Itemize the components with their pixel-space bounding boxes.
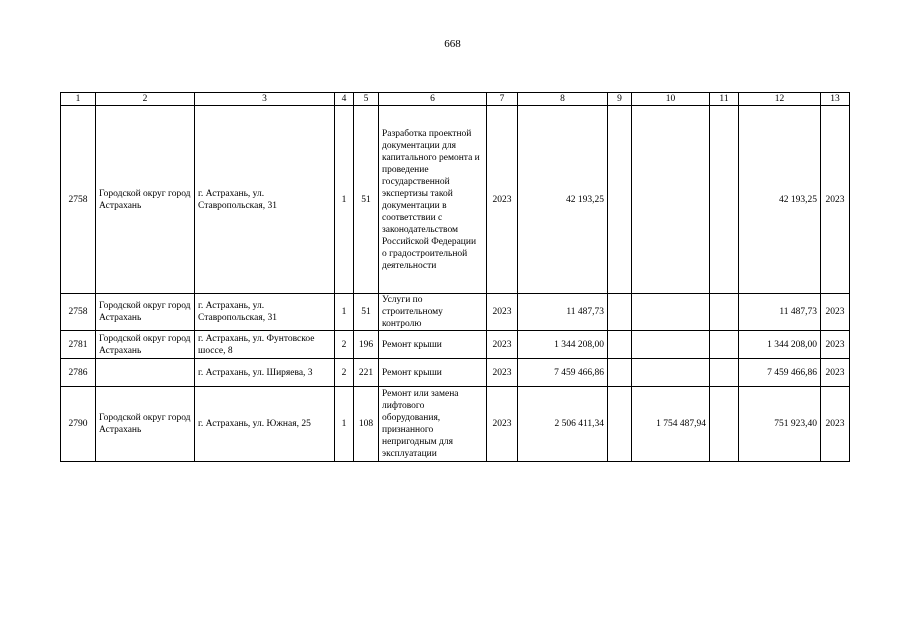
address: г. Астрахань, ул. Ширяева, 3 — [195, 359, 335, 387]
year: 2023 — [487, 294, 518, 331]
municipality — [96, 359, 195, 387]
header-cell: 12 — [739, 93, 821, 106]
header-cell: 10 — [632, 93, 710, 106]
header-cell: 4 — [335, 93, 354, 106]
row-id: 2758 — [61, 294, 96, 331]
col-11 — [710, 294, 739, 331]
col-4: 1 — [335, 294, 354, 331]
year: 2023 — [487, 331, 518, 359]
header-cell: 9 — [608, 93, 632, 106]
col-10 — [632, 359, 710, 387]
row-id: 2781 — [61, 331, 96, 359]
work-type: Ремонт или замена лифтового оборудования, признанного непригодным для эксплуатации — [379, 387, 487, 462]
col-9 — [608, 387, 632, 462]
work-type: Ремонт крыши — [379, 359, 487, 387]
header-cell: 3 — [195, 93, 335, 106]
col-12: 7 459 466,86 — [739, 359, 821, 387]
col-11 — [710, 387, 739, 462]
completion-year: 2023 — [821, 294, 850, 331]
header-cell: 2 — [96, 93, 195, 106]
municipality: Городской округ город Астрахань — [96, 331, 195, 359]
col-10 — [632, 331, 710, 359]
table-row — [61, 106, 850, 294]
col-12: 751 923,40 — [739, 387, 821, 462]
total-cost: 2 506 411,34 — [518, 387, 608, 462]
municipality: Городской округ город Астрахань — [96, 294, 195, 331]
year: 2023 — [487, 387, 518, 462]
col-11 — [710, 331, 739, 359]
col-5: 196 — [354, 331, 379, 359]
work-type: Разработка проектной документации для капитального ремонта и проведение государственной экспертизы такой документации в соответствии с законодательством Российской Федерации о градостроительной деятельности — [379, 106, 487, 294]
header-cell: 1 — [61, 93, 96, 106]
header-cell: 6 — [379, 93, 487, 106]
col-12: 1 344 208,00 — [739, 331, 821, 359]
col-5: 221 — [354, 359, 379, 387]
col-5: 51 — [354, 294, 379, 331]
address: г. Астрахань, ул. Ставропольская, 31 — [195, 294, 335, 331]
col-10 — [632, 106, 710, 294]
table-row — [61, 387, 850, 462]
work-type: Услуги по строительному контролю — [379, 294, 487, 331]
total-cost: 1 344 208,00 — [518, 331, 608, 359]
col-10: 1 754 487,94 — [632, 387, 710, 462]
municipality: Городской округ город Астрахань — [96, 106, 195, 294]
col-9 — [608, 106, 632, 294]
header-cell: 5 — [354, 93, 379, 106]
table-row — [61, 359, 850, 387]
col-4: 2 — [335, 359, 354, 387]
col-11 — [710, 359, 739, 387]
completion-year: 2023 — [821, 331, 850, 359]
col-4: 1 — [335, 106, 354, 294]
col-9 — [608, 294, 632, 331]
col-4: 2 — [335, 331, 354, 359]
header-cell: 7 — [487, 93, 518, 106]
row-id: 2758 — [61, 106, 96, 294]
row-id: 2790 — [61, 387, 96, 462]
page-number: 668 — [444, 38, 461, 50]
col-9 — [608, 331, 632, 359]
table-row — [61, 331, 850, 359]
col-12: 11 487,73 — [739, 294, 821, 331]
row-id: 2786 — [61, 359, 96, 387]
col-9 — [608, 359, 632, 387]
completion-year: 2023 — [821, 387, 850, 462]
work-type: Ремонт крыши — [379, 331, 487, 359]
header-cell: 13 — [821, 93, 850, 106]
col-5: 108 — [354, 387, 379, 462]
col-10 — [632, 294, 710, 331]
total-cost: 7 459 466,86 — [518, 359, 608, 387]
col-11 — [710, 106, 739, 294]
total-cost: 42 193,25 — [518, 106, 608, 294]
address: г. Астрахань, ул. Южная, 25 — [195, 387, 335, 462]
year: 2023 — [487, 106, 518, 294]
header-cell: 11 — [710, 93, 739, 106]
completion-year: 2023 — [821, 106, 850, 294]
total-cost: 11 487,73 — [518, 294, 608, 331]
table-row — [61, 294, 850, 331]
completion-year: 2023 — [821, 359, 850, 387]
col-4: 1 — [335, 387, 354, 462]
year: 2023 — [487, 359, 518, 387]
municipality: Городской округ город Астрахань — [96, 387, 195, 462]
col-5: 51 — [354, 106, 379, 294]
col-12: 42 193,25 — [739, 106, 821, 294]
header-row — [61, 93, 850, 106]
registry-table — [60, 92, 850, 462]
address: г. Астрахань, ул. Ставропольская, 31 — [195, 106, 335, 294]
address: г. Астрахань, ул. Фунтовское шоссе, 8 — [195, 331, 335, 359]
header-cell: 8 — [518, 93, 608, 106]
